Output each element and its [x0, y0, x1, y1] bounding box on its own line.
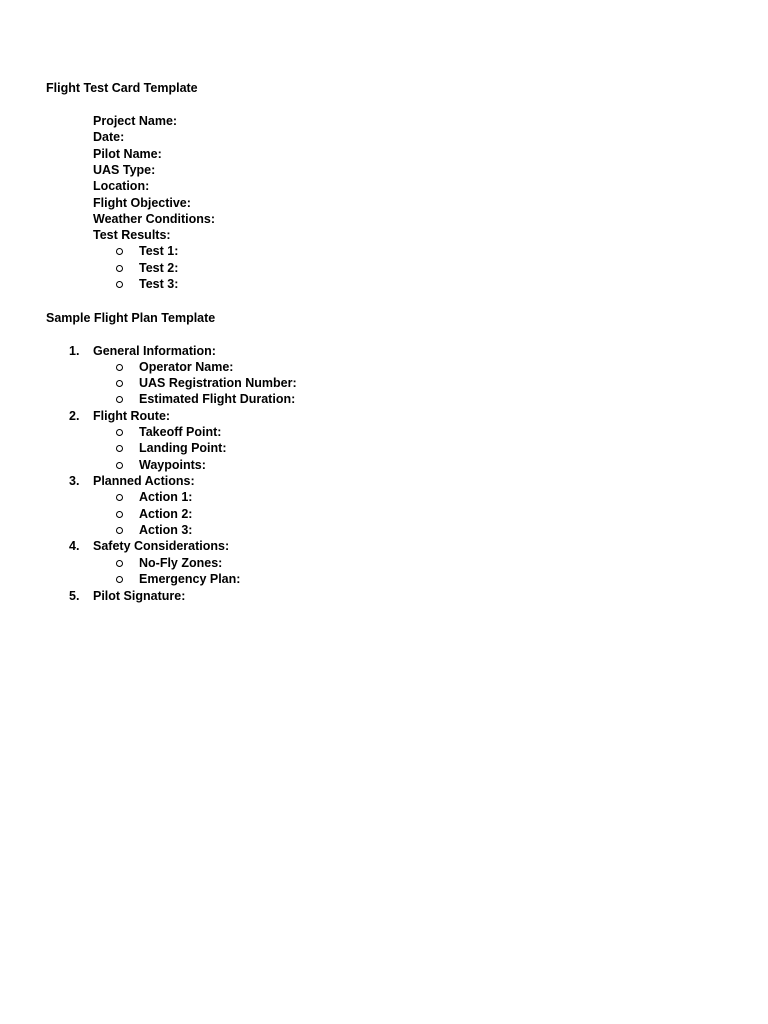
plan-item-label: Emergency Plan:	[139, 571, 241, 586]
circle-bullet-icon	[116, 281, 123, 288]
section-number: 3.	[69, 474, 80, 488]
plan-item-label: Action 3:	[139, 522, 193, 537]
section-number: 5.	[69, 588, 80, 603]
test-result-label: Test 3:	[139, 277, 179, 291]
circle-bullet-icon	[116, 445, 123, 452]
section-label: Pilot Signature:	[93, 588, 186, 603]
circle-bullet-icon	[116, 462, 123, 469]
section-number: 1.	[69, 343, 80, 358]
section-label: Flight Route:	[93, 408, 171, 423]
section-label: Safety Considerations:	[93, 539, 230, 554]
circle-bullet-icon	[116, 265, 123, 272]
plan-item-label: Action 1:	[139, 490, 193, 505]
circle-bullet-icon	[116, 511, 123, 518]
section-label: General Information:	[93, 343, 216, 358]
field-label: UAS Type:	[93, 162, 156, 177]
plan-item-label: Action 2:	[139, 506, 193, 521]
field-label: Project Name:	[93, 114, 178, 128]
plan-item-label: No-Fly Zones:	[139, 555, 223, 570]
test-result-label: Test 2:	[139, 260, 179, 275]
field-label: Location:	[93, 179, 150, 194]
section-number: 2.	[69, 408, 80, 423]
field-label: Pilot Name:	[93, 146, 162, 161]
plan-item-label: Takeoff Point:	[139, 425, 222, 439]
field-label: Weather Conditions:	[93, 211, 215, 226]
field-label: Test Results:	[93, 228, 171, 243]
circle-bullet-icon	[116, 429, 123, 436]
test-result-label: Test 1:	[139, 244, 179, 259]
circle-bullet-icon	[116, 494, 123, 501]
test-card-title: Flight Test Card Template	[46, 81, 198, 95]
circle-bullet-icon	[116, 248, 123, 255]
circle-bullet-icon	[116, 527, 123, 534]
circle-bullet-icon	[116, 560, 123, 567]
field-label: Flight Objective:	[93, 195, 191, 210]
plan-item-label: Waypoints:	[139, 457, 206, 472]
plan-item-label: Operator Name:	[139, 359, 234, 374]
circle-bullet-icon	[116, 380, 123, 387]
plan-item-label: Estimated Flight Duration:	[139, 392, 296, 407]
field-label: Date:	[93, 130, 125, 145]
flight-plan-title: Sample Flight Plan Template	[46, 311, 216, 325]
circle-bullet-icon	[116, 364, 123, 371]
section-label: Planned Actions:	[93, 474, 195, 488]
section-number: 4.	[69, 539, 80, 554]
plan-item-label: UAS Registration Number:	[139, 376, 297, 391]
circle-bullet-icon	[116, 396, 123, 403]
circle-bullet-icon	[116, 576, 123, 583]
plan-item-label: Landing Point:	[139, 441, 227, 456]
